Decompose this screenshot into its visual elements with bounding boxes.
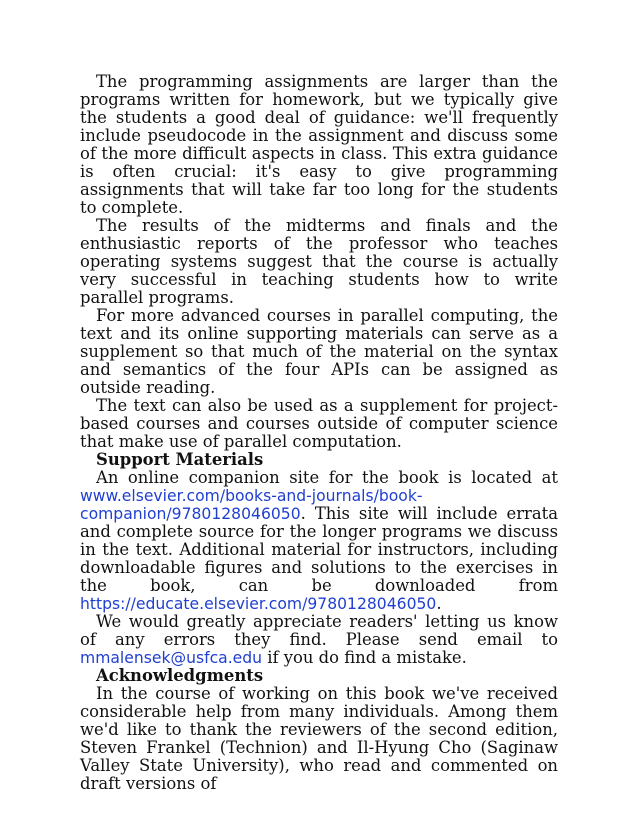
paragraph-programming-assignments: The programming assignments are larger than the programs written for homework, but we typically give the students a good deal of guidance: we'll frequently include pseudocode in the assignment and discuss some of the more difficult aspects in class. This extra guidance is often crucial: it's easy to give programming assignments that will take far too long for the students to complete.: [80, 72, 558, 217]
document-page: [80, 73, 558, 793]
heading-support-materials: Support Materials: [96, 450, 264, 469]
errors-end-text: if you do find a mistake.: [262, 648, 467, 667]
companion-middle-text: . This site will include errata and complete source for the longer programs we discuss in the text. Additional material for instructors, including downloadable figures and solutions to the exercises in the book, can be downloaded from: [80, 504, 558, 595]
paragraph-supplement: The text can also be used as a supplement for project-based courses and courses outside of computer science that make use of parallel computation.: [80, 396, 558, 451]
companion-site-link-part-1: www.elsevier.com/books-and-journals/book-: [80, 487, 423, 505]
companion-end-text: .: [436, 594, 442, 613]
paragraph-companion-site: [80, 469, 558, 613]
paragraph-results: The results of the midterms and finals and the enthusiastic reports of the professor who teaches operating systems suggest that the course is actually very successful in teaching students how to write parallel programs.: [80, 216, 558, 307]
educate-site-link[interactable]: https://educate.elsevier.com/9780128046050: [80, 595, 437, 613]
paragraph-errors: [80, 613, 558, 667]
heading-acknowledgments: Acknowledgments: [96, 666, 264, 685]
paragraph-acknowledgments: In the course of working on this book we've received considerable help from many individuals. Among them we'd like to thank the reviewers of the second edition, Steven Frankel (Technion) and Il-Hyung Cho (Saginaw Valley State University), who read and commented on draft versions of: [80, 684, 558, 793]
errors-intro-text: We would greatly appreciate readers' letting us know of any errors they find. Please send email to: [80, 612, 558, 649]
companion-site-link-part-2: companion/9780128046050: [80, 505, 301, 523]
email-link[interactable]: mmalensek@usfca.edu: [80, 649, 263, 667]
paragraph-advanced-courses: For more advanced courses in parallel computing, the text and its online supporting materials can serve as a supplement so that much of the material on the syntax and semantics of the four APIs can be assigned as outside reading.: [80, 306, 558, 397]
companion-intro-text: An online companion site for the book is located at: [96, 468, 558, 487]
